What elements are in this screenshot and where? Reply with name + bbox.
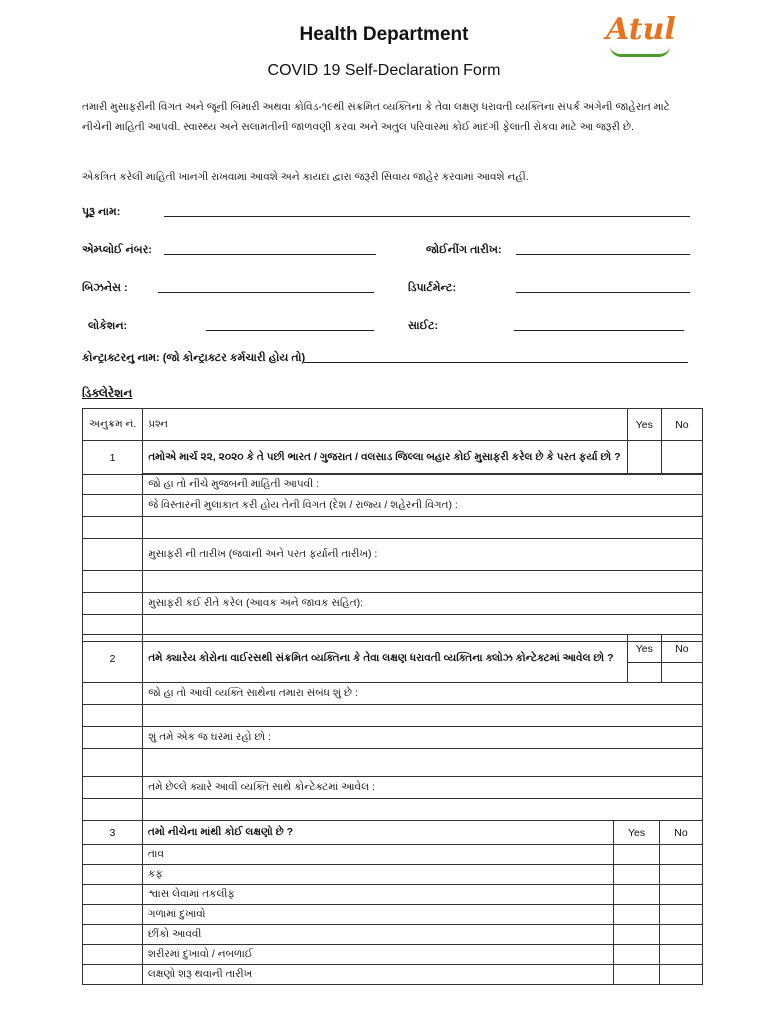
location-input-line[interactable]	[206, 330, 374, 331]
sr-no-header: અનુક્રમ નં.	[83, 409, 143, 441]
symptom-row: કફ	[142, 865, 613, 885]
symptom-row: ગળામાં દુખાવો	[142, 905, 613, 925]
q1-number: 1	[83, 441, 143, 475]
declaration-table-q3	[82, 820, 703, 985]
symptom-row: લક્ષણો શરૂ થવાની તારીખ	[142, 965, 613, 985]
intro-paragraph-1: તમારી મુસાફરીની વિગત અને જૂની બિમારી અથવા કોવિડ-૧૯થી સંક્રમિત વ્યક્તિના કે તેવા લક્ષણ ધરાવતી વ્યક્તિના સંપર્ક અંગેની જાહેરાત માટે નીચેની માહિતી આપવી. સ્વાસ્થ્ય અને સલામતીની જાળવણી કરવા અને અતુલ પરિવારમાં કોઈ માંદગી ફેલાતી રોકવા માટે આ જરૂરી છે.	[82, 101, 670, 133]
q2-question: તમે ક્યારેય કોરોના વાઈરસથી સંક્રમિત વ્યક્તિના કે તેવા લક્ષણ ધરાવતી વ્યક્તિના ક્લોઝ કોન્ટેક્ટમાં આવેલ છો ?	[143, 635, 628, 683]
symptom-no-cell[interactable]	[660, 885, 703, 905]
no-header: No	[661, 409, 702, 441]
q2-number: 2	[83, 635, 143, 683]
symptom-no-cell[interactable]	[660, 865, 703, 885]
logo-text: Atul	[606, 12, 676, 47]
q2-subrow[interactable]: શું તમે એક જ ઘરમાં રહો છો :	[143, 727, 703, 749]
full-name-label: પૂરૂ નામ:	[82, 206, 121, 218]
q1-yes-cell[interactable]	[627, 441, 661, 474]
symptom-yes-cell[interactable]	[614, 885, 660, 905]
department-label: ડિપાર્ટમેન્ટ:	[408, 282, 457, 294]
logo-swoosh	[610, 46, 670, 57]
symptom-no-cell[interactable]	[660, 905, 703, 925]
q2-yes-cell[interactable]	[627, 663, 661, 683]
q2-subrow[interactable]: તમે છેલ્લે ક્યારે આવી વ્યક્તિ સાથે કોન્ટેક્ટમાં આવેલ :	[143, 777, 703, 799]
symptom-row: તાવ	[142, 845, 613, 865]
q1-subrow[interactable]: જો હા તો નીચે મુજબની માહિતી આપવી :	[143, 475, 703, 495]
site-label: સાઈટ:	[408, 320, 439, 332]
page-title: Health Department	[299, 24, 469, 45]
q3-yes-label: Yes	[614, 821, 660, 845]
question-header: પ્રશ્ન	[143, 409, 628, 441]
symptom-yes-cell[interactable]	[614, 925, 660, 945]
business-input-line[interactable]	[158, 292, 374, 293]
q3-number: 3	[83, 821, 143, 845]
table-header-row	[83, 409, 703, 441]
symptom-no-cell[interactable]	[660, 845, 703, 865]
symptom-row: શરીરમાં દુખાવો / નબળાઈ	[142, 945, 613, 965]
q1-subrow[interactable]	[143, 517, 703, 539]
joining-date-label: જોઈનીંગ તારીખ:	[426, 244, 502, 256]
q1-no-cell[interactable]	[661, 441, 702, 474]
contractor-label: કોન્ટ્રાક્ટરનુ નામ: (જો કોન્ટ્રાક્ટર કર્મચારી હોય તો)	[82, 352, 306, 364]
q2-no-label: No	[661, 635, 702, 663]
symptom-yes-cell[interactable]	[614, 945, 660, 965]
employee-no-input-line[interactable]	[164, 254, 376, 255]
symptom-no-cell[interactable]	[660, 925, 703, 945]
q2-subrow[interactable]	[143, 705, 703, 727]
yes-header: Yes	[627, 409, 661, 441]
symptom-yes-cell[interactable]	[614, 905, 660, 925]
department-input-line[interactable]	[516, 292, 690, 293]
symptom-no-cell[interactable]	[660, 965, 703, 985]
q1-subrow[interactable]: મુસાફરી ની તારીખ (જવાની અને પરત ફર્યાની તારીખ) :	[143, 539, 703, 571]
declaration-table-q2	[82, 634, 703, 821]
full-name-input-line[interactable]	[164, 216, 690, 217]
q2-yes-label: Yes	[627, 635, 661, 663]
q1-row	[83, 441, 703, 474]
joining-date-input-line[interactable]	[516, 254, 690, 255]
business-label: બિઝનેસ :	[82, 282, 128, 294]
symptom-row: શ્વાસ લેવામાં તકલીફ	[142, 885, 613, 905]
form-subtitle: COVID 19 Self-Declaration Form	[267, 62, 501, 79]
q2-no-cell[interactable]	[661, 663, 702, 683]
symptom-row: છીંકો આવવી	[142, 925, 613, 945]
q2-subrow[interactable]	[143, 749, 703, 777]
declaration-table-q1	[82, 408, 703, 642]
q3-no-label: No	[660, 821, 703, 845]
q1-subrow[interactable]: જે વિસ્તારની મુલાકાત કરી હોય તેની વિગત (દેશ / રાજ્ય / શહેરની વિગત) :	[143, 495, 703, 517]
q2-subrow[interactable]	[143, 799, 703, 821]
q1-subrow[interactable]: મુસાફરી કઈ રીતે કરેલ (આવક અને જાવક સહિત):	[143, 593, 703, 615]
employee-no-label: એમ્પ્લોઈ નંબર:	[82, 244, 152, 256]
symptom-no-cell[interactable]	[660, 945, 703, 965]
location-label: લોકેશન:	[88, 320, 128, 332]
q3-question: તમો નીચેના માંથી કોઈ લક્ષણો છે ?	[142, 821, 613, 845]
q2-subrow[interactable]: જો હા તો આવી વ્યક્તિ સાથેના તમારા સંબંધ શું છે :	[143, 683, 703, 705]
contractor-input-line[interactable]	[304, 362, 688, 363]
site-input-line[interactable]	[514, 330, 684, 331]
q1-question: તમોએ માર્ચ ૨૨, ૨૦૨૦ કે તે પછી ભારત / ગુજરાત / વલસાડ જિલ્લા બહાર કોઈ મુસાફરી કરેલ છે કે પરત ફર્યા છો ?	[143, 441, 628, 474]
symptom-yes-cell[interactable]	[614, 845, 660, 865]
intro-paragraph-2: એકત્રિત કરેલી માહિતી ખાનગી રાખવામાં આવશે અને કાયદા દ્વારા જરૂરી સિવાય જાહેર કરવામાં આવશે નહીં.	[82, 171, 529, 183]
symptom-yes-cell[interactable]	[614, 965, 660, 985]
q1-subrow[interactable]	[143, 571, 703, 593]
symptom-yes-cell[interactable]	[614, 865, 660, 885]
declaration-heading: ડિક્લેરેશન	[82, 386, 133, 400]
